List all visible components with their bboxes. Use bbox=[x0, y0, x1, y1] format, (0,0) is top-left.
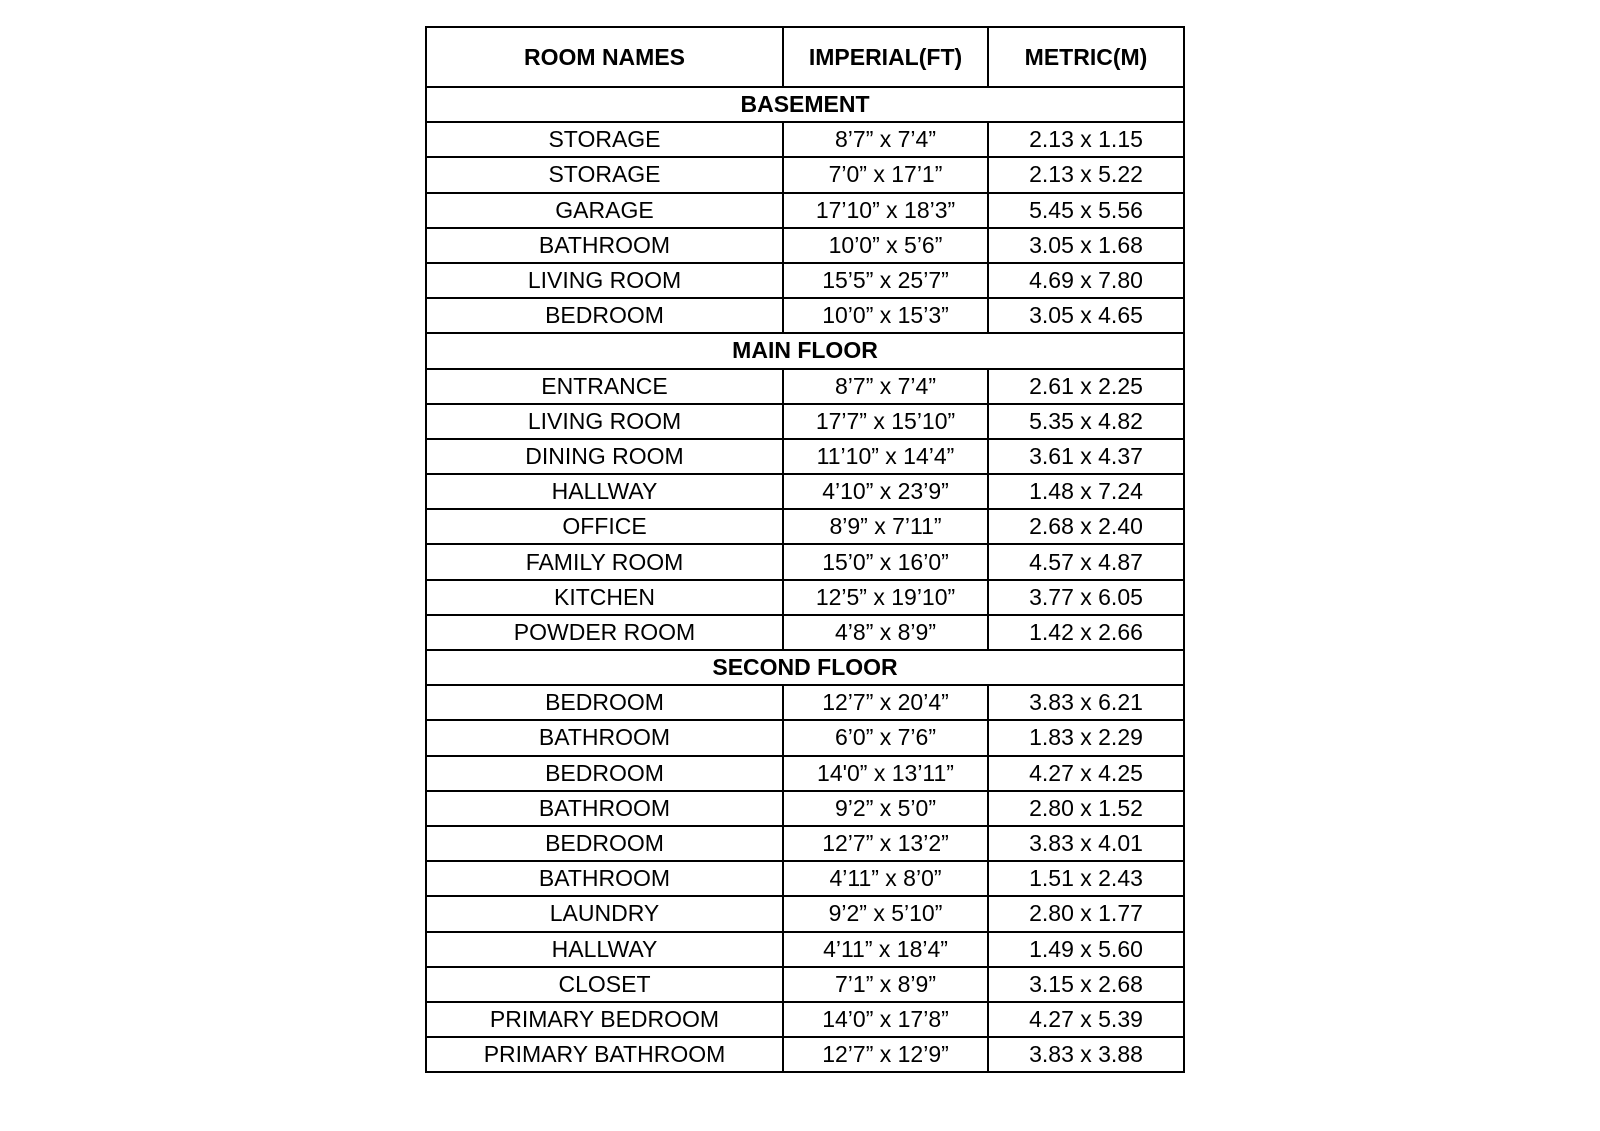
table-row bbox=[426, 826, 1184, 861]
room-name-cell: BEDROOM bbox=[426, 756, 783, 791]
table-row bbox=[426, 756, 1184, 791]
table-row bbox=[426, 967, 1184, 1002]
room-name-cell: PRIMARY BEDROOM bbox=[426, 1002, 783, 1037]
table-row bbox=[426, 263, 1184, 298]
table-row bbox=[426, 861, 1184, 896]
room-name-cell: PRIMARY BATHROOM bbox=[426, 1037, 783, 1072]
imperial-cell: 7’1” x 8’9” bbox=[783, 967, 988, 1002]
table-row bbox=[426, 404, 1184, 439]
room-name-cell: BATHROOM bbox=[426, 720, 783, 755]
section-row bbox=[426, 650, 1184, 685]
metric-cell: 4.27 x 4.25 bbox=[988, 756, 1184, 791]
header-imperial: IMPERIAL(FT) bbox=[783, 27, 988, 87]
imperial-cell: 8’9” x 7’11” bbox=[783, 509, 988, 544]
section-row bbox=[426, 333, 1184, 368]
metric-cell: 2.13 x 5.22 bbox=[988, 157, 1184, 192]
metric-cell: 2.61 x 2.25 bbox=[988, 369, 1184, 404]
room-name-cell: CLOSET bbox=[426, 967, 783, 1002]
table-row bbox=[426, 474, 1184, 509]
imperial-cell: 10’0” x 5’6” bbox=[783, 228, 988, 263]
imperial-cell: 11’10” x 14’4” bbox=[783, 439, 988, 474]
table-row bbox=[426, 439, 1184, 474]
header-room-names: ROOM NAMES bbox=[426, 27, 783, 87]
table-row bbox=[426, 615, 1184, 650]
metric-cell: 1.83 x 2.29 bbox=[988, 720, 1184, 755]
metric-cell: 3.77 x 6.05 bbox=[988, 580, 1184, 615]
imperial-cell: 4’8” x 8’9” bbox=[783, 615, 988, 650]
imperial-cell: 12’7” x 20’4” bbox=[783, 685, 988, 720]
imperial-cell: 15’0” x 16’0” bbox=[783, 544, 988, 579]
table-row bbox=[426, 1002, 1184, 1037]
imperial-cell: 4’11” x 18’4” bbox=[783, 932, 988, 967]
metric-cell: 3.61 x 4.37 bbox=[988, 439, 1184, 474]
table-body bbox=[426, 87, 1184, 1072]
table-row bbox=[426, 369, 1184, 404]
room-name-cell: DINING ROOM bbox=[426, 439, 783, 474]
table-row bbox=[426, 720, 1184, 755]
imperial-cell: 14’0” x 17’8” bbox=[783, 1002, 988, 1037]
metric-cell: 2.80 x 1.52 bbox=[988, 791, 1184, 826]
table-row bbox=[426, 932, 1184, 967]
table-row bbox=[426, 298, 1184, 333]
imperial-cell: 10’0” x 15’3” bbox=[783, 298, 988, 333]
table-row bbox=[426, 1037, 1184, 1072]
room-name-cell: BEDROOM bbox=[426, 826, 783, 861]
metric-cell: 1.48 x 7.24 bbox=[988, 474, 1184, 509]
metric-cell: 5.35 x 4.82 bbox=[988, 404, 1184, 439]
imperial-cell: 15’5” x 25’7” bbox=[783, 263, 988, 298]
metric-cell: 5.45 x 5.56 bbox=[988, 193, 1184, 228]
metric-cell: 2.80 x 1.77 bbox=[988, 896, 1184, 931]
metric-cell: 3.83 x 3.88 bbox=[988, 1037, 1184, 1072]
room-name-cell: HALLWAY bbox=[426, 932, 783, 967]
metric-cell: 1.49 x 5.60 bbox=[988, 932, 1184, 967]
section-title: BASEMENT bbox=[426, 87, 1184, 122]
room-name-cell: HALLWAY bbox=[426, 474, 783, 509]
room-name-cell: LIVING ROOM bbox=[426, 263, 783, 298]
imperial-cell: 4’10” x 23’9” bbox=[783, 474, 988, 509]
table-row bbox=[426, 791, 1184, 826]
room-name-cell: LIVING ROOM bbox=[426, 404, 783, 439]
room-name-cell: BATHROOM bbox=[426, 791, 783, 826]
table-row bbox=[426, 122, 1184, 157]
room-name-cell: POWDER ROOM bbox=[426, 615, 783, 650]
imperial-cell: 12’7” x 13’2” bbox=[783, 826, 988, 861]
room-name-cell: BATHROOM bbox=[426, 861, 783, 896]
imperial-cell: 14'0” x 13’11” bbox=[783, 756, 988, 791]
imperial-cell: 9’2” x 5’0” bbox=[783, 791, 988, 826]
room-name-cell: STORAGE bbox=[426, 157, 783, 192]
table-row bbox=[426, 896, 1184, 931]
imperial-cell: 7’0” x 17’1” bbox=[783, 157, 988, 192]
metric-cell: 2.68 x 2.40 bbox=[988, 509, 1184, 544]
imperial-cell: 6’0” x 7’6” bbox=[783, 720, 988, 755]
table-row bbox=[426, 580, 1184, 615]
imperial-cell: 8’7” x 7’4” bbox=[783, 122, 988, 157]
table-row bbox=[426, 157, 1184, 192]
metric-cell: 4.57 x 4.87 bbox=[988, 544, 1184, 579]
room-name-cell: ENTRANCE bbox=[426, 369, 783, 404]
metric-cell: 3.83 x 6.21 bbox=[988, 685, 1184, 720]
room-name-cell: KITCHEN bbox=[426, 580, 783, 615]
room-name-cell: LAUNDRY bbox=[426, 896, 783, 931]
room-name-cell: STORAGE bbox=[426, 122, 783, 157]
table-row bbox=[426, 509, 1184, 544]
imperial-cell: 8’7” x 7’4” bbox=[783, 369, 988, 404]
section-title: SECOND FLOOR bbox=[426, 650, 1184, 685]
metric-cell: 1.42 x 2.66 bbox=[988, 615, 1184, 650]
room-dimensions-table bbox=[425, 26, 1185, 1073]
section-title: MAIN FLOOR bbox=[426, 333, 1184, 368]
metric-cell: 4.69 x 7.80 bbox=[988, 263, 1184, 298]
room-name-cell: BEDROOM bbox=[426, 298, 783, 333]
imperial-cell: 17’7” x 15’10” bbox=[783, 404, 988, 439]
header-metric: METRIC(M) bbox=[988, 27, 1184, 87]
metric-cell: 2.13 x 1.15 bbox=[988, 122, 1184, 157]
metric-cell: 3.83 x 4.01 bbox=[988, 826, 1184, 861]
metric-cell: 3.15 x 2.68 bbox=[988, 967, 1184, 1002]
metric-cell: 3.05 x 4.65 bbox=[988, 298, 1184, 333]
imperial-cell: 12’7” x 12’9” bbox=[783, 1037, 988, 1072]
section-row bbox=[426, 87, 1184, 122]
room-name-cell: BEDROOM bbox=[426, 685, 783, 720]
room-name-cell: FAMILY ROOM bbox=[426, 544, 783, 579]
header-row bbox=[426, 27, 1184, 87]
room-name-cell: BATHROOM bbox=[426, 228, 783, 263]
imperial-cell: 9’2” x 5’10” bbox=[783, 896, 988, 931]
table-row bbox=[426, 544, 1184, 579]
table-row bbox=[426, 228, 1184, 263]
room-name-cell: GARAGE bbox=[426, 193, 783, 228]
metric-cell: 3.05 x 1.68 bbox=[988, 228, 1184, 263]
metric-cell: 4.27 x 5.39 bbox=[988, 1002, 1184, 1037]
table-row bbox=[426, 685, 1184, 720]
imperial-cell: 17’10” x 18’3” bbox=[783, 193, 988, 228]
room-name-cell: OFFICE bbox=[426, 509, 783, 544]
table-row bbox=[426, 193, 1184, 228]
imperial-cell: 12’5” x 19’10” bbox=[783, 580, 988, 615]
imperial-cell: 4’11” x 8’0” bbox=[783, 861, 988, 896]
metric-cell: 1.51 x 2.43 bbox=[988, 861, 1184, 896]
